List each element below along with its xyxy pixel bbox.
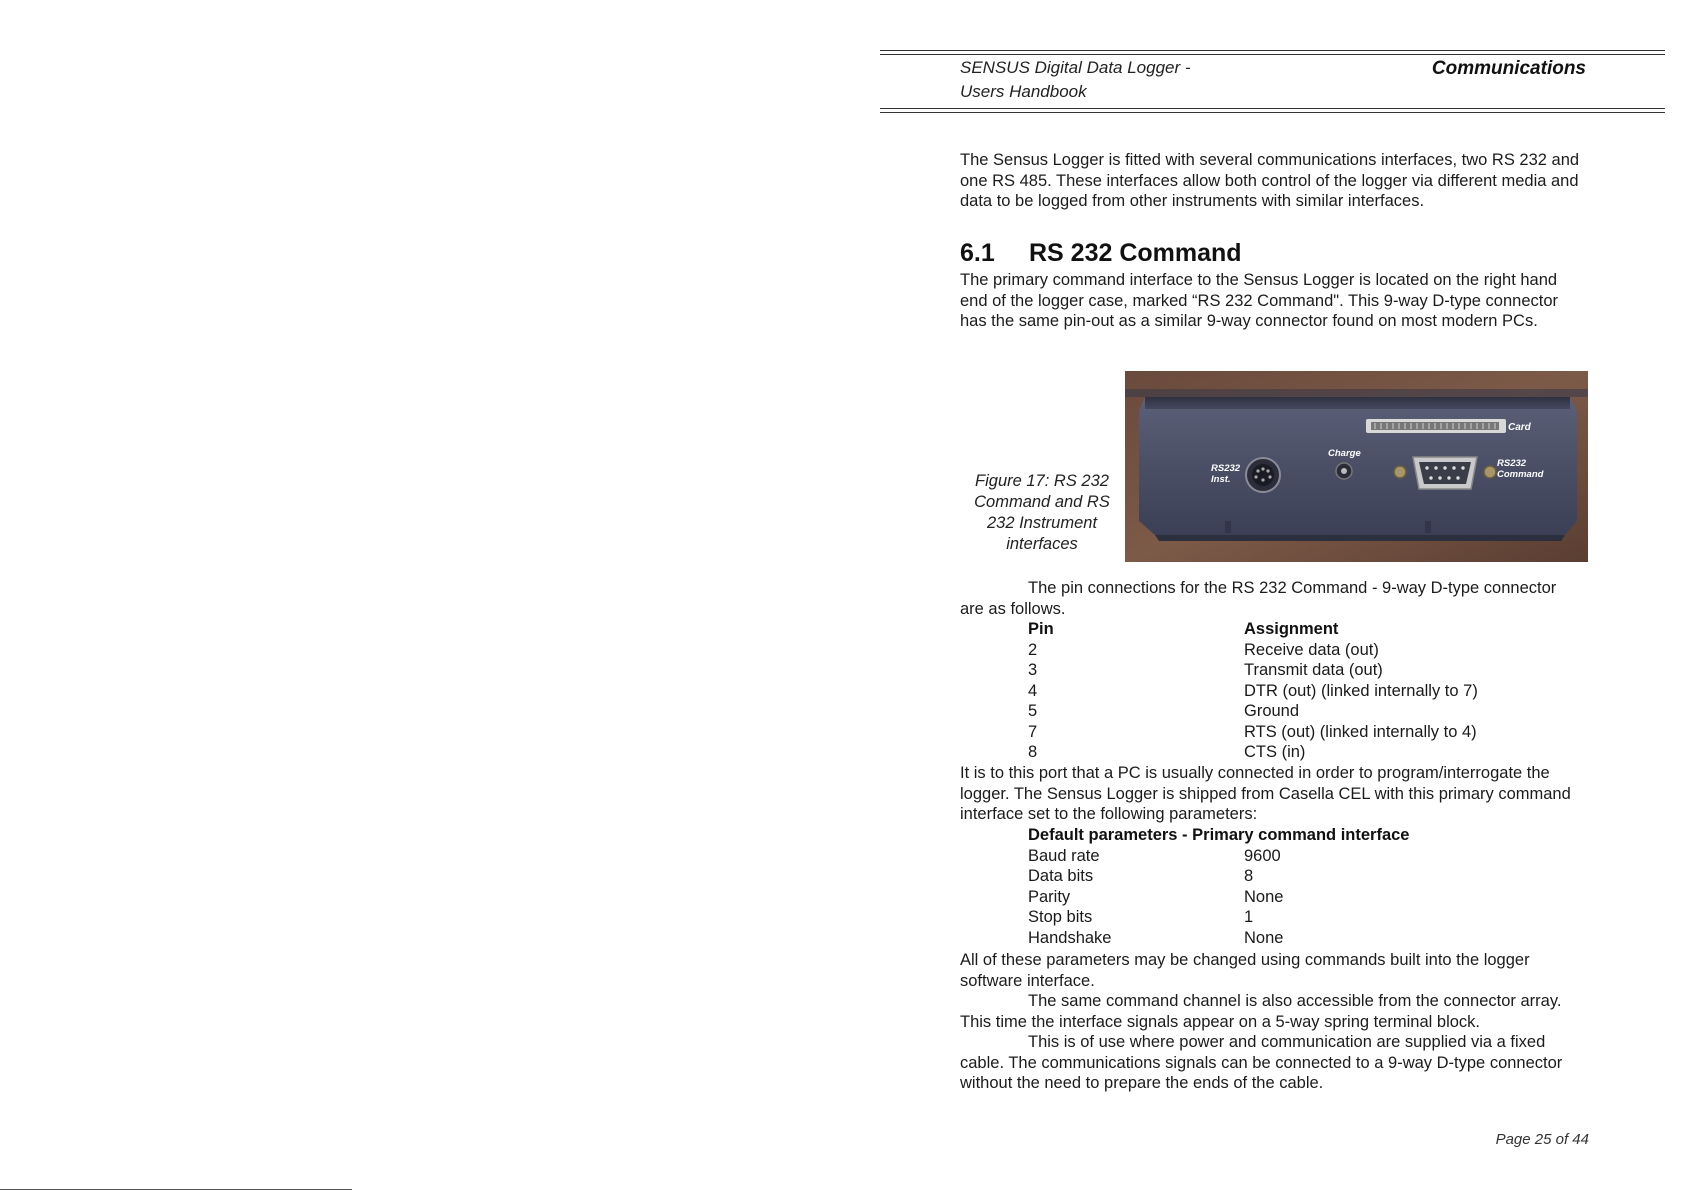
pin-assignment: DTR (out) (linked internally to 7) bbox=[1244, 681, 1478, 700]
defaults-table-heading bbox=[960, 825, 1580, 846]
defaults-heading: Default parameters - Primary command interface bbox=[1028, 826, 1410, 844]
pin-assignment: Receive data (out) bbox=[1244, 640, 1379, 659]
figure-label-rs232-command: RS232 Command bbox=[1497, 458, 1544, 480]
parameter-value: 1 bbox=[1244, 908, 1254, 926]
section-paragraph: The primary command interface to the Sensus Logger is located on the right hand end of the logger case, marked “RS 232 Command". This 9-way D-type connector has the same pin-out as a similar 9-way connector found on most modern PCs. bbox=[960, 271, 1559, 330]
bottom-left-rule bbox=[0, 1189, 352, 1190]
port-paragraph: It is to this port that a PC is usually connected in order to program/interrogate the logger. The Sensus Logger is shipped from Casella CEL with this primary command interface set to the following parameters: bbox=[960, 764, 1571, 823]
parameter-value: 9600 bbox=[1244, 846, 1281, 865]
section-number: 6.1 bbox=[960, 239, 995, 267]
table-row bbox=[960, 907, 1580, 928]
parameter-name: Handshake bbox=[1028, 928, 1112, 947]
header-rule-top-2 bbox=[880, 54, 1665, 55]
same-channel-paragraph: The same command channel is also accessible from the connector array. This time the interface signals appear on a 5-way spring terminal block. bbox=[960, 992, 1562, 1031]
pin-assignment: RTS (out) (linked internally to 4) bbox=[1244, 722, 1477, 741]
header-rule-bottom-2 bbox=[880, 112, 1665, 113]
parameter-value: 8 bbox=[1244, 867, 1254, 885]
pin-assignment: Ground bbox=[1244, 702, 1300, 720]
logger-device-illustration bbox=[1125, 371, 1588, 562]
pin-number: 2 bbox=[1028, 640, 1038, 659]
pin-number: 7 bbox=[1028, 722, 1038, 741]
header-title-line1: SENSUS Digital Data Logger - bbox=[960, 58, 1191, 77]
pin-table-header bbox=[960, 619, 1580, 640]
table-row bbox=[960, 846, 1580, 867]
header-section: Communications bbox=[1431, 58, 1586, 79]
parameter-name: Data bits bbox=[1028, 867, 1094, 885]
table-row bbox=[960, 887, 1580, 908]
header-rule-bottom-1 bbox=[880, 108, 1665, 109]
parameter-value: None bbox=[1244, 887, 1284, 906]
table-row bbox=[960, 640, 1580, 661]
table-row bbox=[960, 681, 1580, 702]
figure-photo bbox=[1125, 371, 1588, 562]
figure-label-charge: Charge bbox=[1328, 448, 1361, 459]
pin-assignment: CTS (in) bbox=[1244, 743, 1306, 761]
table-row bbox=[960, 866, 1580, 887]
figure-caption: Figure 17: RS 232 Command and RS 232 Instrument interfaces bbox=[974, 472, 1110, 553]
table-row bbox=[960, 742, 1580, 763]
header-rule-top-1 bbox=[880, 50, 1665, 51]
intro-paragraph: The Sensus Logger is fitted with several communications interfaces, two RS 232 and one RS 485. These interfaces allow both control of the logger via different media and data to be logged from other instruments with similar interfaces. bbox=[960, 151, 1580, 210]
pin-table-header-pin: Pin bbox=[1028, 620, 1054, 638]
table-row bbox=[960, 660, 1580, 681]
pin-number: 4 bbox=[1028, 681, 1038, 700]
change-paragraph: All of these parameters may be changed using commands built into the logger software interface. bbox=[960, 951, 1530, 990]
pin-table bbox=[960, 619, 1580, 763]
pin-number: 8 bbox=[1028, 743, 1038, 761]
section-title: RS 232 Command bbox=[1029, 239, 1242, 267]
pin-assignment: Transmit data (out) bbox=[1244, 661, 1383, 679]
table-row bbox=[960, 928, 1580, 949]
header-title bbox=[960, 56, 1191, 104]
parameter-name: Stop bits bbox=[1028, 908, 1093, 926]
pin-number: 5 bbox=[1028, 702, 1038, 720]
pin-intro-paragraph: The pin connections for the RS 232 Command - 9-way D-type connector are as follows. bbox=[960, 579, 1557, 618]
figure-label-rs232-inst: RS232 Inst. bbox=[1211, 463, 1241, 485]
header-title-line2: Users Handbook bbox=[960, 82, 1087, 101]
table-row bbox=[960, 701, 1580, 722]
figure-label-card: Card bbox=[1508, 422, 1531, 433]
pin-number: 3 bbox=[1028, 661, 1038, 679]
pin-table-header-assignment: Assignment bbox=[1244, 620, 1339, 638]
parameter-value: None bbox=[1244, 928, 1284, 947]
fixed-cable-paragraph: This is of use where power and communication are supplied via a fixed cable. The communications signals can be connected to a 9-way D-type connector without the need to prepare the ends of the cable. bbox=[960, 1033, 1563, 1092]
page-number: Page 25 of 44 bbox=[1495, 1131, 1589, 1148]
defaults-table bbox=[960, 825, 1580, 949]
section-heading bbox=[960, 239, 1242, 268]
parameter-name: Baud rate bbox=[1028, 846, 1100, 865]
table-row bbox=[960, 722, 1580, 743]
parameter-name: Parity bbox=[1028, 887, 1071, 906]
